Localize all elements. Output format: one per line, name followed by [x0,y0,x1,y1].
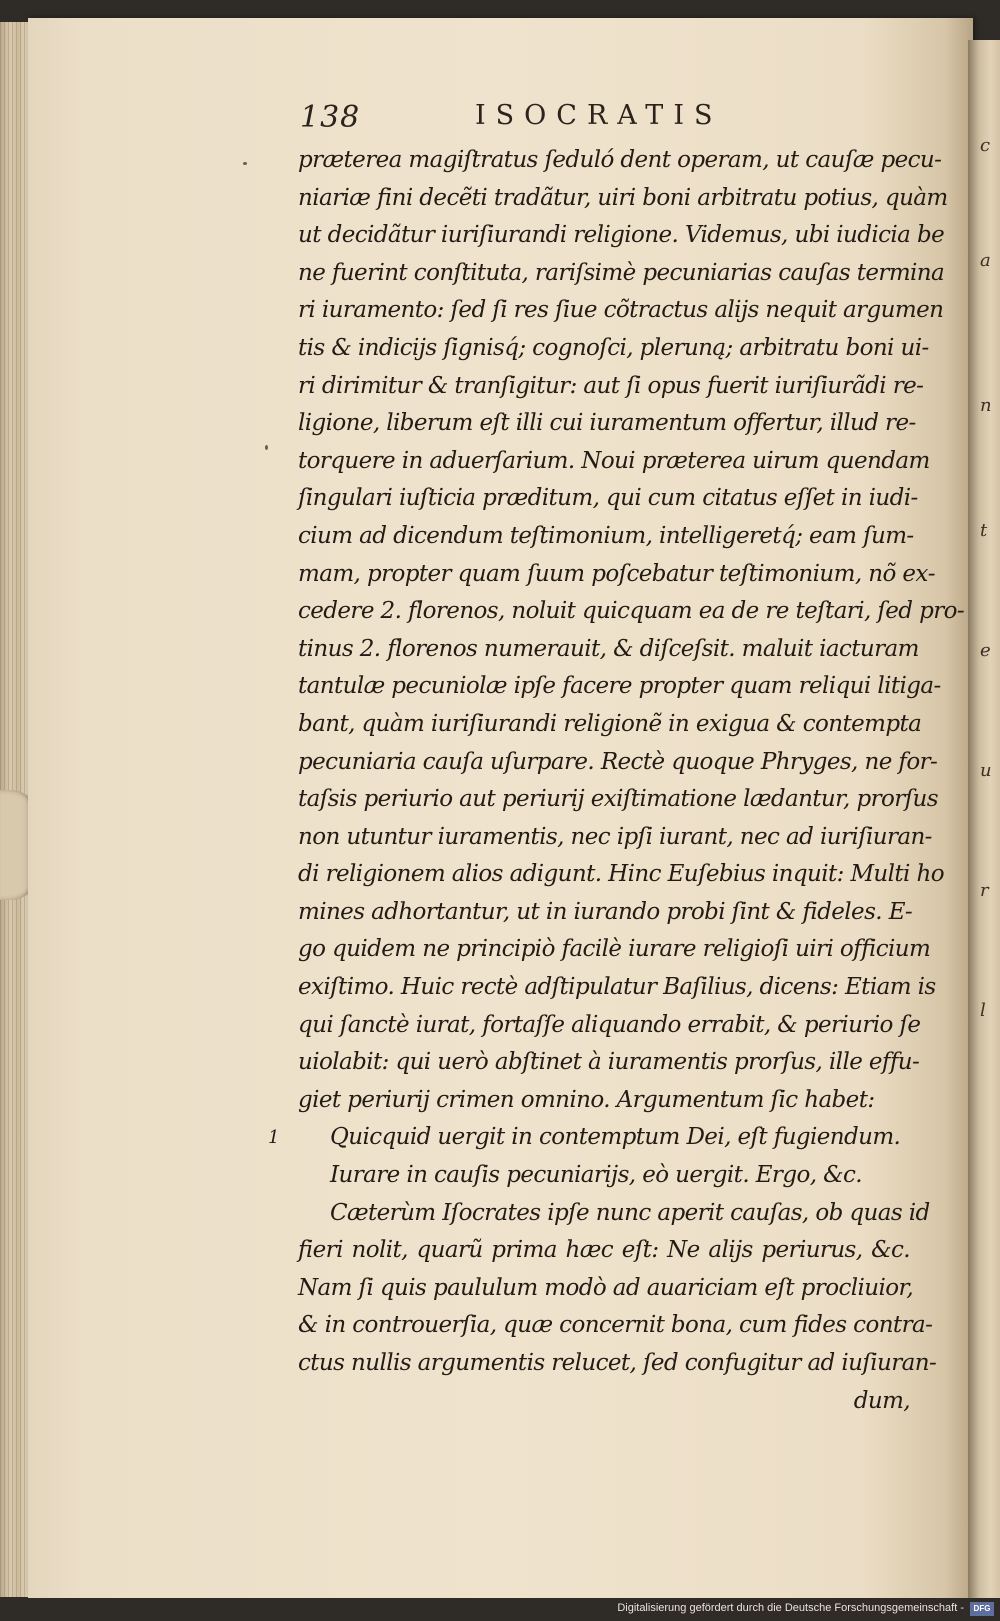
gutter-fragment: l [980,1000,986,1021]
text-line: mines adhortantur, ut in iurando probi ſint & fideles. E‑ [298,898,913,925]
running-head: ISOCRATIS [475,100,723,131]
page-number: 138 [300,100,361,135]
footer-credit: Digitalisierung gefördert durch die Deutsche Forschungsgemeinschaft - [617,1602,964,1614]
text-line: taſsis periurio aut periurij exiſtimatione lædantur, prorſus [298,786,938,813]
text-line: uiolabit: qui uerò abſtinet à iuramentis prorſus, ille effu‑ [298,1049,920,1076]
gutter-fragment: u [980,760,992,781]
syllogism-major-text: Quicquid uergit in contemptum Dei, eſt fugiendum. [330,1124,901,1151]
dfg-logo: DFG [970,1602,994,1616]
text-line: Nam ſi quis paululum modò ad auariciam eſt procliuior, [298,1274,914,1301]
gutter-fragment: t [980,520,988,541]
text-line: cium ad dicendum teſtimonium, intelligeretq́; eam ſum‑ [298,522,914,549]
text-line: tinus 2. florenos numerauit, & diſceſsit. maluit iacturam [298,635,919,662]
text-line: mam, propter quam ſuum poſcebatur teſtimonium, nõ ex‑ [298,560,935,587]
text-line: bant, quàm iuriſiurandi religionẽ in exigua & contempta [298,710,922,737]
gutter-fragment: c [980,135,991,156]
text-line: cedere 2. florenos, noluit quicquam ea de re teſtari, ſed pro‑ [298,598,965,625]
text-line: ne fuerint conſtituta, rariſsimè pecuniarias cauſas termina [298,259,945,286]
text-line: ut decidãtur iuriſiurandi religione. Videmus, ubi iudicia be [298,222,945,249]
gutter-fragment: r [980,880,989,901]
syllogism-minor: Iurare in cauſis pecuniarijs, eò uergit. Ergo, &c. [330,1162,862,1189]
text-line: fieri nolit, quarũ prima hæc eſt: Ne alijs periurus, &c. [298,1237,910,1264]
text-line: torquere in aduerſarium. Noui præterea uirum quendam [298,447,930,474]
text-line: niariæ fini decẽti tradãtur, uiri boni arbitratu potius, quàm [298,184,948,211]
gutter-fragment: e [980,640,991,661]
body-text [268,142,965,1420]
syllogism-marker: 1 [268,1127,279,1149]
text-line: ri dirimitur & tranſigitur: aut ſi opus fuerit iuriſiurãdi re‑ [298,372,924,399]
text-line: & in controuerſia, quæ concernit bona, cum fides contra‑ [298,1312,933,1339]
gutter-fragment: a [980,250,991,271]
text-line: tis & indicijs ſignisq́; cognoſci, pleruną; arbitratu boni ui‑ [298,334,929,361]
text-line: exiſtimo. Huic rectè adſtipulatur Baſilius, dicens: Etiam is [298,974,936,1001]
text-line: præterea magiſtratus ſeduló dent operam, ut cauſæ pecu‑ [298,147,942,173]
text-line: ſingulari iuſticia præditum, qui cum citatus eſſet in iudi‑ [298,485,918,512]
text-line: pecuniaria cauſa uſurpare. Rectè quoque Phryges, ne for‑ [298,748,938,775]
text-line: go quidem ne principiò facilè iurare religioſi uiri officium [298,936,931,963]
text-line: ri iuramento: ſed ſi res ſiue cõtractus alijs nequit argumen [298,297,944,324]
facing-page-edge [968,40,1000,1600]
text-line: ctus nullis argumentis relucet, ſed confugitur ad iuſiuran‑ [298,1350,937,1376]
text-line: qui ſanctè iurat, fortaſſe aliquando errabit, & periurio ſe [298,1011,921,1038]
page-header [300,100,920,140]
text-line: tantulæ pecuniolæ ipſe facere propter quam reliqui litiga‑ [298,673,941,700]
gutter-fragment: n [980,395,992,416]
text-line: Cæterùm Iſocrates ipſe nunc aperit cauſas, ob quas id [330,1199,930,1226]
digitization-footer [0,1598,1000,1621]
text-line: di religionem alios adigunt. Hinc Euſebius inquit: Multi ho [298,861,944,888]
catchword: dum, [853,1387,910,1414]
text-line: ligione, liberum eſt illi cui iuramentum offertur, illud re‑ [298,410,916,437]
paper-speck [265,445,268,450]
paper-speck [243,162,247,165]
text-line: giet periurij crimen omnino. Argumentum ſic habet: [298,1086,875,1113]
syllogism-major [268,1119,910,1157]
text-line: non utuntur iuramentis, nec ipſi iurant, nec ad iuriſiuran‑ [298,823,932,850]
